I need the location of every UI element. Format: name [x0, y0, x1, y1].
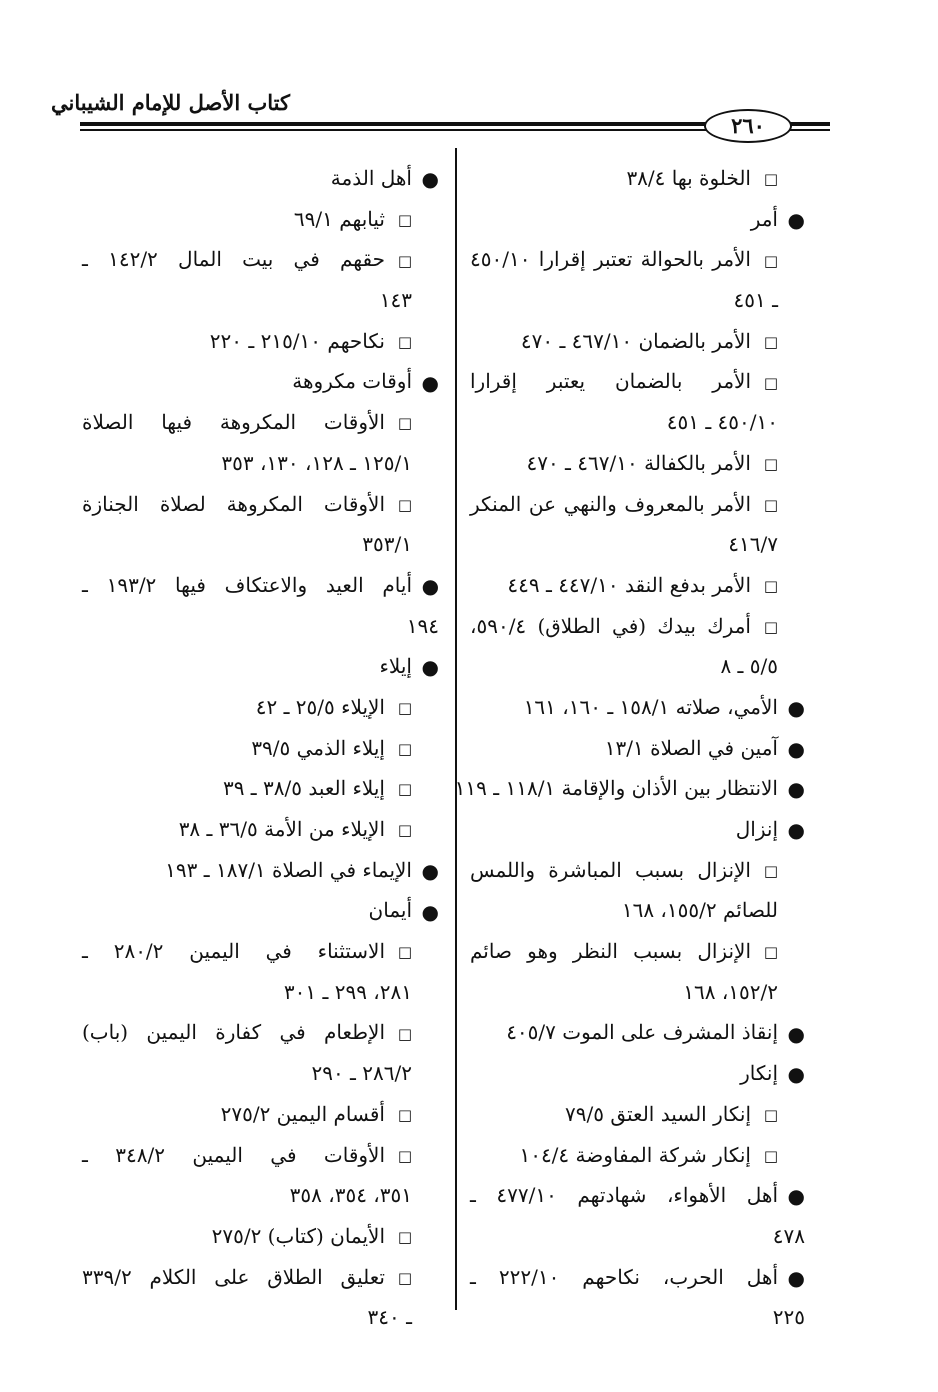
entry-text: إنكار [740, 1061, 778, 1086]
index-continuation [470, 402, 805, 443]
entry-text: الإيماء في الصلاة ١٨٧/١ ـ ١٩٣ [165, 857, 412, 882]
entry-text: الأمر بالضمان ٤٦٧/١٠ ـ ٤٧٠ [520, 328, 751, 353]
entry-text: ٤٥٠/١٠ ـ ٤٥١ [666, 410, 778, 435]
bullet-icon: ● [421, 655, 439, 680]
square-bullet-icon: □ [763, 1146, 778, 1165]
index-subentry [82, 687, 439, 728]
index-subentry [82, 809, 439, 850]
entry-text: ١٩٤ [406, 613, 439, 638]
index-subentry [82, 321, 439, 362]
entry-text: إيلاء العبد ٣٨/٥ ـ ٣٩ [222, 776, 385, 801]
entry-text: الإنزال بسبب النظر وهو صائم [470, 939, 751, 964]
entry-text: ٤٧٨ [772, 1223, 805, 1248]
square-bullet-icon: □ [397, 943, 412, 962]
index-subentry [470, 1135, 805, 1176]
index-continuation [82, 443, 439, 484]
entry-text: أيام العيد والاعتكاف فيها ١٩٣/٢ ـ [82, 572, 413, 597]
index-entry [470, 809, 805, 850]
bullet-icon: ● [787, 1265, 805, 1290]
entry-text: الإنزال بسبب المباشرة واللمس [470, 857, 751, 882]
index-continuation [470, 972, 805, 1013]
index-subentry [82, 728, 439, 769]
index-entry [82, 158, 439, 199]
index-entry [470, 199, 805, 240]
entry-text: آمين في الصلاة ١٣/١ [604, 735, 778, 760]
index-subentry [82, 1257, 439, 1298]
bullet-icon: ● [421, 899, 439, 924]
index-subentry [470, 158, 805, 199]
entry-text: نكاحهم ٢١٥/١٠ ـ ٢٢٠ [209, 328, 385, 353]
page-header [51, 82, 830, 142]
index-subentry [82, 1216, 439, 1257]
index-subentry [82, 402, 439, 443]
square-bullet-icon: □ [763, 617, 778, 636]
bullet-icon: ● [787, 1021, 805, 1046]
entry-text: إنقاذ المشرف على الموت ٤٠٥/٧ [506, 1020, 778, 1045]
index-entry [82, 646, 439, 687]
entry-text: الأوقات في اليمين ٣٤٨/٢ ـ [82, 1142, 386, 1167]
square-bullet-icon: □ [397, 1228, 412, 1247]
bullet-icon: ● [787, 1062, 805, 1087]
entry-text: الاستثناء في اليمين ٢٨٠/٢ ـ [82, 939, 385, 964]
square-bullet-icon: □ [397, 332, 412, 351]
index-continuation [82, 1053, 439, 1094]
index-subentry [470, 565, 805, 606]
entry-text: حقهم في بيت المال ١٤٢/٢ ـ [82, 247, 386, 272]
entry-text: الأمر بالكفالة ٤٦٧/١٠ ـ ٤٧٠ [526, 450, 751, 475]
index-continuation [82, 280, 439, 321]
index-subentry [82, 768, 439, 809]
entry-text: الأمر بالمعروف والنهي عن المنكر [470, 491, 751, 516]
index-subentry [470, 321, 805, 362]
index-subentry [470, 606, 805, 647]
index-column-right [454, 158, 805, 1338]
entry-text: الأمي، صلاته ١٥٨/١ ـ ١٦٠، ١٦١ [523, 694, 778, 719]
entry-text: الخلوة بها ٣٨/٤ [626, 166, 751, 190]
square-bullet-icon: □ [397, 414, 412, 433]
bullet-icon: ● [421, 574, 440, 599]
entry-text: أمرك بيدك (في الطلاق) ٥٩٠/٤، [470, 613, 751, 638]
entry-text: إنكار السيد العتق ٧٩/٥ [565, 1101, 751, 1126]
index-subentry [470, 931, 805, 972]
entry-text: ٢٢٥ [772, 1305, 805, 1330]
index-entry [470, 1175, 805, 1216]
entry-text: أوقات مكروهة [292, 369, 412, 394]
index-subentry [82, 931, 439, 972]
entry-text: إيلاء الذمي ٣٩/٥ [251, 735, 385, 760]
square-bullet-icon: □ [397, 821, 412, 840]
square-bullet-icon: □ [397, 1146, 413, 1165]
entry-text: الإيلاء من الأمة ٣٦/٥ ـ ٣٨ [178, 817, 385, 841]
square-bullet-icon: □ [763, 170, 778, 189]
index-subentry [470, 484, 805, 525]
square-bullet-icon: □ [397, 780, 412, 799]
index-entry [82, 565, 439, 606]
index-subentry [82, 239, 439, 280]
entry-text: ١٤٣ [379, 288, 412, 313]
book-title: كتاب الأصل للإمام الشيباني [51, 90, 290, 115]
index-column-left [82, 158, 439, 1338]
entry-text: للصائم ١٥٥/٢، ١٦٨ [621, 898, 778, 923]
index-continuation [470, 890, 805, 931]
bullet-icon: ● [787, 818, 805, 843]
entry-text: أقسام اليمين ٢٧٥/٢ [220, 1101, 385, 1126]
square-bullet-icon: □ [763, 861, 778, 880]
entry-text: الأيمان (كتاب) ٢٧٥/٢ [211, 1223, 385, 1248]
index-entry [82, 890, 439, 931]
square-bullet-icon: □ [763, 454, 778, 473]
entry-text: ٢٨١، ٢٩٩ ـ ٣٠١ [283, 979, 412, 1004]
square-bullet-icon: □ [763, 495, 778, 514]
entry-text: الإطعام في كفارة اليمين (باب) [82, 1020, 385, 1045]
square-bullet-icon: □ [397, 739, 412, 758]
index-subentry [82, 1012, 439, 1053]
index-continuation [470, 280, 805, 321]
entry-text: الأمر بالضمان يعتبر إقرارا [470, 369, 751, 394]
entry-text: إيلاء [379, 654, 412, 679]
index-entry [470, 687, 805, 728]
index-entry [470, 1053, 805, 1094]
entry-text: إنزال [735, 817, 778, 841]
entry-text: الأوقات المكروهة لصلاة الجنازة [82, 491, 385, 516]
square-bullet-icon: □ [397, 1105, 412, 1124]
entry-text: ٤١٦/٧ [728, 532, 778, 557]
bullet-icon: ● [787, 736, 805, 761]
index-subentry [470, 443, 805, 484]
bullet-icon: ● [421, 858, 439, 883]
entry-text: ١٢٥/١ ـ ١٢٨، ١٣٠، ٣٥٣ [221, 450, 412, 475]
index-subentry [82, 1094, 439, 1135]
index-continuation [470, 646, 805, 687]
index-subentry [82, 1135, 439, 1176]
square-bullet-icon: □ [397, 210, 412, 229]
square-bullet-icon: □ [763, 373, 778, 392]
bullet-icon: ● [787, 207, 805, 232]
index-subentry [470, 361, 805, 402]
entry-text: الأمر بدفع النقد ٤٤٧/١٠ ـ ٤٤٩ [507, 572, 751, 597]
index-subentry [470, 850, 805, 891]
column-divider [455, 148, 457, 1310]
index-entry [470, 1012, 805, 1053]
entry-text: الإيلاء ٢٥/٥ ـ ٤٢ [255, 694, 385, 719]
bullet-icon: ● [787, 696, 805, 721]
entry-text: أهل الذمة [330, 166, 412, 190]
square-bullet-icon: □ [397, 1268, 412, 1287]
entry-text: ـ ٣٤٠ [367, 1305, 412, 1330]
index-continuation [82, 524, 439, 565]
entry-text: ١٥٢/٢، ١٦٨ [683, 979, 778, 1004]
bullet-icon: ● [787, 777, 805, 802]
index-entry [470, 1257, 805, 1298]
entry-text: الأمر بالحوالة تعتبر إقرارا ٤٥٠/١٠ [470, 247, 751, 272]
index-subentry [82, 199, 439, 240]
square-bullet-icon: □ [763, 1105, 778, 1124]
index-continuation [470, 1297, 805, 1338]
bullet-icon: ● [421, 167, 439, 192]
entry-text: تعليق الطلاق على الكلام ٣٣٩/٢ [82, 1264, 385, 1289]
index-entry [454, 768, 805, 809]
entry-text: أيمان [368, 898, 412, 923]
entry-text: ٣٥٣/١ [362, 532, 412, 557]
entry-text: الانتظار بين الأذان والإقامة ١١٨/١ ـ ١١٩ [454, 776, 778, 801]
index-subentry [82, 484, 439, 525]
entry-text: ٢٨٦/٢ ـ ٢٩٠ [311, 1061, 412, 1086]
bullet-icon: ● [421, 370, 439, 395]
entry-text: أمر [750, 206, 778, 231]
entry-text: ٥/٥ ـ ٨ [720, 654, 778, 679]
square-bullet-icon: □ [763, 251, 778, 270]
index-entry [82, 850, 439, 891]
index-subentry [470, 1094, 805, 1135]
entry-text: أهل الحرب، نكاحهم ٢٢٢/١٠ ـ [470, 1264, 778, 1289]
index-continuation [82, 972, 439, 1013]
square-bullet-icon: □ [763, 577, 778, 596]
index-continuation [82, 606, 439, 647]
square-bullet-icon: □ [397, 251, 413, 270]
page-number: ٢٦٠ [704, 109, 792, 143]
index-subentry [470, 239, 805, 280]
entry-text: إنكار شركة المفاوضة ١٠٤/٤ [519, 1142, 751, 1167]
index-continuation [82, 1297, 439, 1338]
entry-text: ـ ٤٥١ [733, 288, 778, 313]
index-continuation [470, 1216, 805, 1257]
index-entry [82, 361, 439, 402]
entry-text: أهل الأهواء، شهادتهم ٤٧٧/١٠ ـ [470, 1183, 778, 1208]
index-continuation [470, 524, 805, 565]
index-continuation [82, 1175, 439, 1216]
entry-text: ٣٥١، ٣٥٤، ٣٥٨ [289, 1183, 412, 1208]
entry-text: الأوقات المكروهة فيها الصلاة [82, 410, 385, 435]
square-bullet-icon: □ [397, 495, 412, 514]
square-bullet-icon: □ [763, 943, 778, 962]
index-entry [470, 728, 805, 769]
square-bullet-icon: □ [397, 1024, 412, 1043]
entry-text: ثيابهم ٦٩/١ [293, 206, 385, 231]
square-bullet-icon: □ [763, 332, 778, 351]
bullet-icon: ● [787, 1184, 805, 1209]
square-bullet-icon: □ [397, 699, 412, 718]
